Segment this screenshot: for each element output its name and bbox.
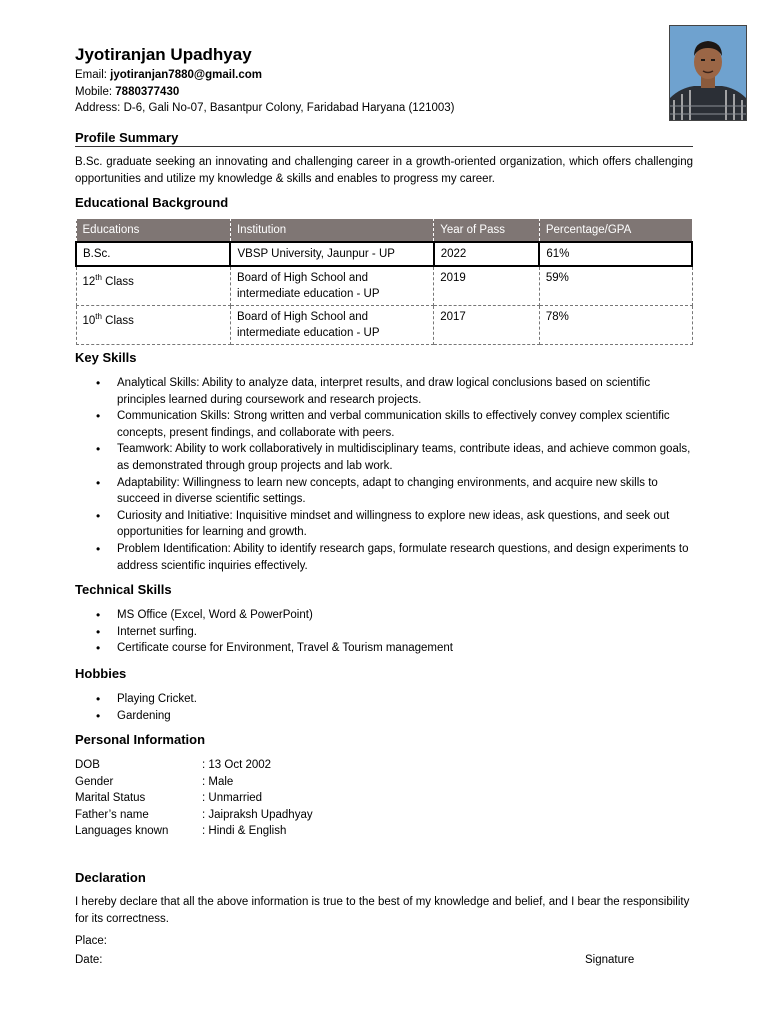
info-value: : Unmarried	[202, 792, 263, 805]
percentage-cell: 61%	[539, 242, 692, 266]
info-value: : Male	[202, 775, 234, 788]
table-row	[76, 242, 692, 266]
column-header: Year of Pass	[434, 219, 540, 243]
info-key: DOB	[75, 759, 100, 771]
education-heading: Educational Background	[75, 195, 229, 210]
education-table	[75, 218, 693, 345]
key-skills-heading: Key Skills	[75, 350, 137, 365]
list-item: • Problem Identification: Ability to identify research gaps, formulate research questions, and design experiments to address scientific inquiries effectively.	[75, 541, 693, 574]
personal-info-row	[75, 757, 313, 774]
personal-info-row	[75, 823, 313, 840]
place-label: Place:	[75, 935, 107, 947]
mobile-line	[75, 84, 179, 100]
education-cell: B.Sc.	[76, 242, 230, 266]
mobile-label: Mobile:	[75, 86, 116, 98]
column-header: Educations	[76, 219, 230, 243]
profile-photo	[669, 25, 747, 121]
list-item: • Teamwork: Ability to work collaboratively in multidisciplinary teams, contribute ideas, and achieve common goals, as demonstrated through group projects and lab work.	[75, 441, 693, 474]
info-key: Father’s name	[75, 808, 149, 821]
info-key: Gender	[75, 775, 114, 788]
column-header: Institution	[230, 219, 433, 243]
year-cell: 2019	[434, 266, 540, 306]
candidate-name: Jyotiranjan Upadhyay	[75, 45, 252, 64]
education-cell: 10th Class	[76, 306, 230, 345]
profile-summary-heading: Profile Summary	[75, 130, 693, 147]
email-line	[75, 67, 262, 83]
list-item: • Adaptability: Willingness to learn new concepts, adapt to changing environments, and acquire new skills to succeed in diverse scientific settings.	[75, 475, 693, 508]
info-key: Languages known	[75, 825, 169, 838]
percentage-cell: 59%	[539, 266, 692, 306]
year-cell: 2017	[434, 306, 540, 345]
personal-info-heading: Personal Information	[75, 732, 206, 747]
institution-cell: Board of High School and intermediate education - UP	[230, 266, 433, 306]
personal-info-row	[75, 774, 313, 791]
table-row	[76, 266, 692, 306]
list-item: • Analytical Skills: Ability to analyze data, interpret results, and draw logical conclusions based on scientific principles learned during coursework and research projects.	[75, 375, 693, 408]
list-item: • Gardening	[75, 708, 693, 725]
info-key: Marital Status	[75, 792, 146, 805]
education-table-header	[76, 219, 692, 243]
list-item: • Curiosity and Initiative: Inquisitive mindset and willingness to explore new ideas, ask questions, and seek out opportunities for learning and growth.	[75, 508, 693, 541]
personal-info-row	[75, 790, 313, 807]
list-item: • Playing Cricket.	[75, 691, 693, 708]
list-item: • Internet surfing.	[75, 624, 693, 641]
info-value: : Jaipraksh Upadhyay	[202, 808, 313, 821]
address-line: Address: D-6, Gali No-07, Basantpur Colony, Faridabad Haryana (121003)	[75, 102, 455, 114]
hobbies-heading: Hobbies	[75, 666, 127, 681]
email-label: Email:	[75, 69, 111, 81]
education-cell: 12th Class	[76, 266, 230, 306]
date-label: Date:	[75, 954, 103, 966]
hobbies-list	[75, 691, 693, 724]
personal-info-row	[75, 807, 313, 824]
info-value: : Hindi & English	[202, 825, 287, 838]
technical-skills-heading: Technical Skills	[75, 582, 172, 597]
declaration-text: I hereby declare that all the above information is true to the best of my knowledge and belief, and I bear the responsibility for its correctness.	[75, 896, 690, 925]
column-header: Percentage/GPA	[539, 219, 692, 243]
list-item: • MS Office (Excel, Word & PowerPoint)	[75, 607, 693, 624]
email-value: jyotiranjan7880@gmail.com	[110, 69, 262, 81]
profile-summary-text: B.Sc. graduate seeking an innovating and challenging career in a growth-oriented organization, which offers challenging opportunities and utilize my knowledge & skills and enables to progress my career.	[75, 156, 693, 185]
declaration-heading: Declaration	[75, 870, 146, 885]
technical-skills-list	[75, 607, 693, 657]
table-row	[76, 306, 692, 345]
institution-cell: VBSP University, Jaunpur - UP	[230, 242, 433, 266]
percentage-cell: 78%	[539, 306, 692, 345]
list-item: • Certificate course for Environment, Travel & Tourism management	[75, 640, 693, 657]
institution-cell: Board of High School and intermediate education - UP	[230, 306, 433, 345]
personal-info-list	[75, 757, 313, 840]
mobile-value: 7880377430	[115, 86, 180, 98]
key-skills-list	[75, 375, 693, 574]
year-cell: 2022	[434, 242, 540, 266]
list-item: • Communication Skills: Strong written and verbal communication skills to effectively convey complex scientific concepts, present findings, and collaborate with peers.	[75, 408, 693, 441]
info-value: : 13 Oct 2002	[202, 759, 272, 771]
signature-label: Signature	[585, 954, 635, 966]
person-photo-icon	[670, 26, 746, 120]
